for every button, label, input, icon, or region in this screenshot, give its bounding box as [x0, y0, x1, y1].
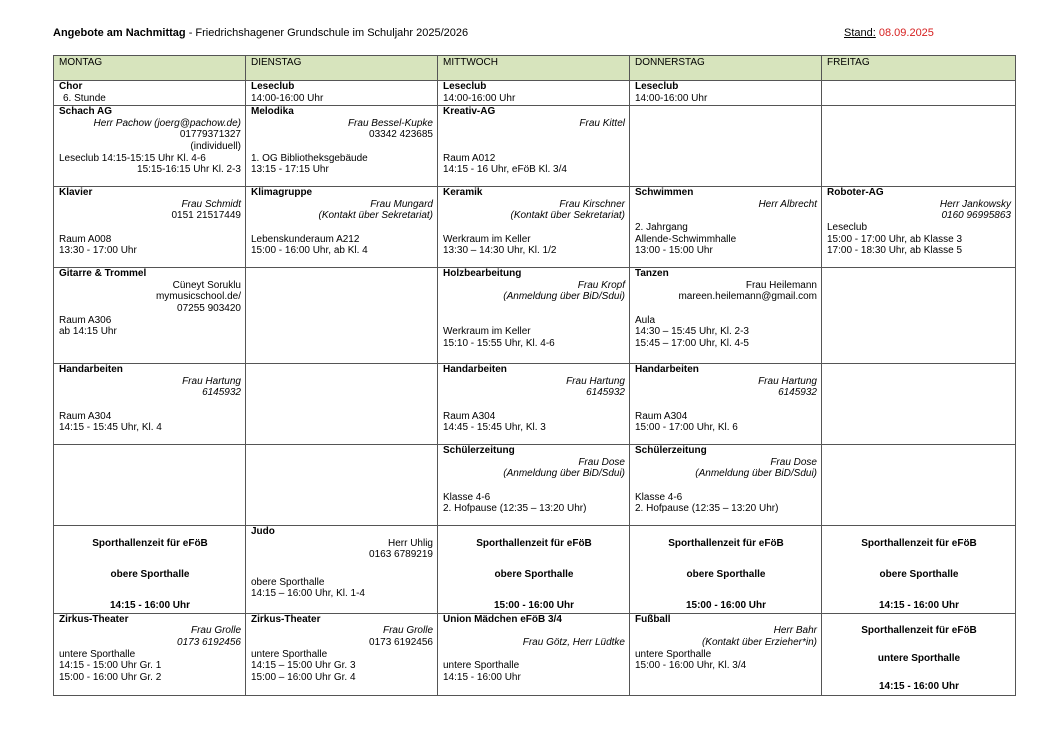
empty-cell — [822, 81, 1016, 106]
activity-time: 15:00 - 17:00 Uhr, Kl. 6 — [635, 422, 738, 434]
activity-teacher: Frau Heilemann — [745, 279, 817, 291]
activity-title: Leseclub — [635, 81, 679, 92]
activity-time: 14:15 - 15:00 Uhr Gr. 1 — [59, 660, 162, 672]
activity-phone: 0173 6192456 — [177, 636, 241, 648]
activity-time: 14:45 - 15:45 Uhr, Kl. 3 — [443, 422, 546, 434]
empty-cell — [630, 106, 822, 187]
activity-title: Leseclub — [251, 81, 295, 92]
day-header-row — [54, 56, 1016, 81]
cell-gitarre-trommel — [54, 268, 246, 364]
activity-title: Zirkus-Theater — [251, 613, 321, 625]
day-header-friday: FREITAG — [822, 56, 1016, 81]
cell-handarbeiten-thu — [630, 364, 822, 445]
activity-teacher: Frau Kittel — [579, 117, 625, 129]
activity-time: 15:00 – 16:00 Uhr Gr. 4 — [251, 671, 356, 683]
activity-phone: 03342 423685 — [369, 129, 433, 141]
day-header-monday: MONTAG — [54, 56, 246, 81]
activity-time: 13:00 - 15:00 Uhr — [635, 245, 713, 257]
activity-time: 17:00 - 18:30 Uhr, ab Klasse 5 — [827, 245, 963, 257]
activity-title: Sporthallenzeit für eFöB — [668, 537, 784, 549]
activity-title: Klavier — [59, 187, 93, 199]
activity-info: 15:15-16:15 Uhr Kl. 2-3 — [137, 164, 241, 176]
activity-title: Fußball — [635, 613, 671, 625]
activity-room: Werkraum im Keller — [443, 233, 531, 245]
empty-cell — [54, 445, 246, 526]
title-rest: - Friedrichshagener Grundschule im Schuljahr 2025/2026 — [185, 27, 469, 39]
activity-time: 13:15 - 17:15 Uhr — [251, 164, 329, 176]
activity-title: Keramik — [443, 187, 483, 199]
activity-note: (Anmeldung über BiD/Sdui) — [695, 468, 817, 480]
activity-time: ab 14:15 Uhr — [59, 326, 117, 338]
activity-title: Klimagruppe — [251, 187, 313, 199]
cell-melodika — [246, 106, 438, 187]
activity-room: Raum A304 — [443, 410, 496, 422]
activity-title: Holzbearbeitung — [443, 268, 522, 280]
activity-time: 14:00-16:00 Uhr — [251, 92, 324, 104]
activity-teacher: Frau Hartung — [182, 375, 241, 387]
table-row — [54, 106, 1016, 187]
activity-teacher: Frau Hartung — [758, 375, 817, 387]
table-row — [54, 187, 1016, 268]
activity-room: Raum A304 — [59, 410, 112, 422]
activity-teacher: Frau Dose — [578, 456, 625, 468]
cell-schuelerzeitung-thu — [630, 445, 822, 526]
cell-leseclub-tue — [246, 81, 438, 106]
activity-title: Schülerzeitung — [635, 445, 707, 457]
cell-klavier — [54, 187, 246, 268]
activity-room: Lebenskunderaum A212 — [251, 233, 360, 245]
title-bold: Angebote am Nachmittag — [53, 27, 186, 39]
activity-website: mymusicschool.de/ — [155, 291, 241, 303]
activity-time: 15:00 - 16:00 Uhr Gr. 2 — [59, 671, 162, 683]
activity-time: 14:15 - 16:00 Uhr — [878, 680, 960, 692]
activity-place: obere Sporthalle — [110, 568, 190, 580]
activity-teacher: Frau Hartung — [566, 375, 625, 387]
activity-teacher: Frau Kropf — [577, 279, 625, 291]
cell-zirkus-mon — [54, 613, 246, 695]
cell-tanzen — [630, 268, 822, 364]
cell-chor — [54, 81, 246, 106]
activity-info: Klasse 4-6 — [635, 491, 683, 503]
activity-room: untere Sporthalle — [635, 648, 712, 660]
activity-room: obere Sporthalle — [251, 576, 325, 588]
activity-title: Sporthallenzeit für eFöB — [861, 625, 977, 637]
table-row — [54, 268, 1016, 364]
cell-handarbeiten-wed — [438, 364, 630, 445]
document-title — [53, 27, 468, 39]
cell-leseclub-thu — [630, 81, 822, 106]
activity-teacher: Herr Jankowsky — [939, 198, 1011, 210]
activity-time: 15:10 - 15:55 Uhr, Kl. 4-6 — [443, 337, 555, 349]
activity-phone: 6145932 — [586, 387, 625, 399]
activity-teacher: Frau Kirschner — [559, 198, 625, 210]
activity-time: 15:45 – 17:00 Uhr, Kl. 4-5 — [635, 337, 749, 349]
activity-title: Chor — [59, 81, 83, 92]
activity-time: 14:30 – 15:45 Uhr, Kl. 2-3 — [635, 326, 749, 338]
activity-note: (Kontakt über Erzieher*in) — [701, 636, 817, 648]
empty-cell — [822, 445, 1016, 526]
cell-keramik — [438, 187, 630, 268]
activity-room: Werkraum im Keller — [443, 326, 531, 338]
cell-zirkus-tue — [246, 613, 438, 695]
stand-date: 08.09.2025 — [875, 27, 934, 39]
activity-time: 15:00 - 16:00 Uhr — [685, 600, 767, 612]
cell-klimagruppe — [246, 187, 438, 268]
activity-room: Allende-Schwimmhalle — [635, 233, 737, 245]
activity-title: Zirkus-Theater — [59, 613, 129, 625]
activity-note: (individuell) — [190, 140, 241, 152]
activity-time: 14:15 – 16:00 Uhr, Kl. 1-4 — [251, 588, 365, 600]
activity-teacher: Frau Grolle — [190, 625, 241, 637]
activity-teacher: Frau Bessel-Kupke — [347, 117, 433, 129]
day-header-tuesday: DIENSTAG — [246, 56, 438, 81]
activity-place: obere Sporthalle — [879, 568, 959, 580]
cell-fussball — [630, 613, 822, 695]
cell-sporthalle-wed — [438, 526, 630, 614]
cell-schach-ag — [54, 106, 246, 187]
activity-title: Handarbeiten — [443, 364, 507, 376]
activity-teacher: Frau Mungard — [370, 198, 433, 210]
activity-title: Sporthallenzeit für eFöB — [476, 537, 592, 549]
page-header — [53, 27, 1015, 43]
day-header-thursday: DONNERSTAG — [630, 56, 822, 81]
activity-time: 14:15 – 15:00 Uhr Gr. 3 — [251, 660, 356, 672]
activity-room: 1. OG Bibliotheksgebäude — [251, 152, 368, 164]
activity-title: Schwimmen — [635, 187, 694, 199]
table-row — [54, 81, 1016, 106]
activity-time: 14:15 - 16 Uhr, eFöB Kl. 3/4 — [443, 164, 567, 176]
activity-time: 14:15 - 15:45 Uhr, Kl. 4 — [59, 422, 162, 434]
activity-time: 13:30 – 14:30 Uhr, Kl. 1/2 — [443, 245, 557, 257]
activity-title: Sporthallenzeit für eFöB — [92, 537, 208, 549]
activity-teacher: Herr Pachow (joerg@pachow.de) — [93, 117, 241, 129]
activity-room: Raum A012 — [443, 152, 496, 164]
activity-time: 14:15 - 16:00 Uhr — [109, 600, 191, 612]
activity-title: Gitarre & Trommel — [59, 268, 147, 280]
activity-phone: 01779371327 — [179, 129, 241, 141]
cell-roboter-ag — [822, 187, 1016, 268]
activity-teacher: Frau Schmidt — [181, 198, 241, 210]
activity-email: mareen.heilemann@gmail.com — [678, 291, 817, 303]
stand-label: Stand: — [844, 27, 876, 39]
activity-teacher: Frau Götz, Herr Lüdtke — [522, 636, 625, 648]
activity-room: Raum A008 — [59, 233, 112, 245]
activity-note: (Kontakt über Sekretariat) — [318, 210, 433, 222]
activity-room: Raum A304 — [635, 410, 688, 422]
cell-sporthalle-fri — [822, 526, 1016, 614]
activity-place: untere Sporthalle — [877, 652, 961, 664]
cell-sporthalle-thu — [630, 526, 822, 614]
activity-note: (Anmeldung über BiD/Sdui) — [503, 468, 625, 480]
activity-title: Kreativ-AG — [443, 106, 496, 118]
activity-title: Sporthallenzeit für eFöB — [861, 537, 977, 549]
activity-title: Judo — [251, 526, 275, 538]
cell-judo — [246, 526, 438, 614]
stand-info — [844, 27, 934, 39]
activity-title: Tanzen — [635, 268, 669, 280]
table-row — [54, 526, 1016, 614]
activity-time: 15:00 - 16:00 Uhr, Kl. 3/4 — [635, 660, 747, 672]
activity-room: Aula — [635, 314, 656, 326]
activity-time: 2. Hofpause (12:35 – 13:20 Uhr) — [635, 503, 779, 515]
activity-teacher: Herr Uhlig — [387, 537, 433, 549]
activity-time: 2. Hofpause (12:35 – 13:20 Uhr) — [443, 503, 587, 515]
activity-teacher: Frau Grolle — [382, 625, 433, 637]
activity-title: Melodika — [251, 106, 294, 118]
activity-teacher: Frau Dose — [770, 456, 817, 468]
activity-title: Schach AG — [59, 106, 112, 118]
activity-teacher: Herr Albrecht — [758, 198, 817, 210]
activity-time: 13:30 - 17:00 Uhr — [59, 245, 137, 257]
cell-union-maedchen — [438, 613, 630, 695]
empty-cell — [246, 364, 438, 445]
table-row — [54, 445, 1016, 526]
activity-info: 2. Jahrgang — [635, 221, 688, 233]
cell-leseclub-wed — [438, 81, 630, 106]
activity-title: Roboter-AG — [827, 187, 884, 199]
cell-schwimmen — [630, 187, 822, 268]
activity-info: 6. Stunde — [63, 92, 106, 104]
activity-teacher: Herr Bahr — [773, 625, 817, 637]
activity-phone: 0173 6192456 — [369, 636, 433, 648]
cell-kreativ-ag — [438, 106, 630, 187]
cell-handarbeiten-mon — [54, 364, 246, 445]
empty-cell — [822, 364, 1016, 445]
activity-phone: 6145932 — [202, 387, 241, 399]
activity-time: 14:15 - 16:00 Uhr — [443, 671, 521, 683]
activity-info: Klasse 4-6 — [443, 491, 491, 503]
activity-room: untere Sporthalle — [251, 648, 328, 660]
activity-phone: 0160 96995863 — [941, 210, 1011, 222]
activity-phone: 0151 21517449 — [171, 210, 241, 222]
activity-title: Handarbeiten — [59, 364, 123, 376]
table-row — [54, 613, 1016, 695]
empty-cell — [822, 268, 1016, 364]
activity-note: (Kontakt über Sekretariat) — [510, 210, 625, 222]
activity-note: (Anmeldung über BiD/Sdui) — [503, 291, 625, 303]
activity-title: Schülerzeitung — [443, 445, 515, 457]
cell-holzbearbeitung — [438, 268, 630, 364]
activity-time: 14:00-16:00 Uhr — [635, 92, 708, 104]
activity-place: obere Sporthalle — [686, 568, 766, 580]
table-row — [54, 364, 1016, 445]
activity-room: untere Sporthalle — [443, 660, 520, 672]
activity-phone: 07255 903420 — [177, 302, 241, 314]
cell-sporthalle-mon — [54, 526, 246, 614]
empty-cell — [246, 268, 438, 364]
activity-phone: 6145932 — [778, 387, 817, 399]
activity-title: Leseclub — [443, 81, 487, 92]
activity-time: 15:00 - 17:00 Uhr, ab Klasse 3 — [827, 233, 963, 245]
day-header-wednesday: MITTWOCH — [438, 56, 630, 81]
activity-info: Leseclub 14:15-15:15 Uhr Kl. 4-6 — [59, 152, 206, 164]
activity-info: Leseclub — [827, 221, 868, 233]
empty-cell — [246, 445, 438, 526]
activity-room: Raum A306 — [59, 314, 112, 326]
activity-time: 15:00 - 16:00 Uhr — [493, 600, 575, 612]
activity-time: 14:00-16:00 Uhr — [443, 92, 516, 104]
empty-cell — [822, 106, 1016, 187]
activity-time: 14:15 - 16:00 Uhr — [878, 600, 960, 612]
activity-place: obere Sporthalle — [494, 568, 574, 580]
activity-phone: 0163 6789219 — [369, 549, 433, 561]
activity-time: 15:00 - 16:00 Uhr, ab Kl. 4 — [251, 245, 368, 257]
cell-schuelerzeitung-wed — [438, 445, 630, 526]
activity-title: Handarbeiten — [635, 364, 699, 376]
schedule-table — [53, 55, 1016, 696]
activity-teacher: Cüneyt Soruklu — [172, 279, 241, 291]
activity-title: Union Mädchen eFöB 3/4 — [443, 613, 562, 625]
activity-room: untere Sporthalle — [59, 648, 136, 660]
cell-sporthalle-fri-unten — [822, 613, 1016, 695]
